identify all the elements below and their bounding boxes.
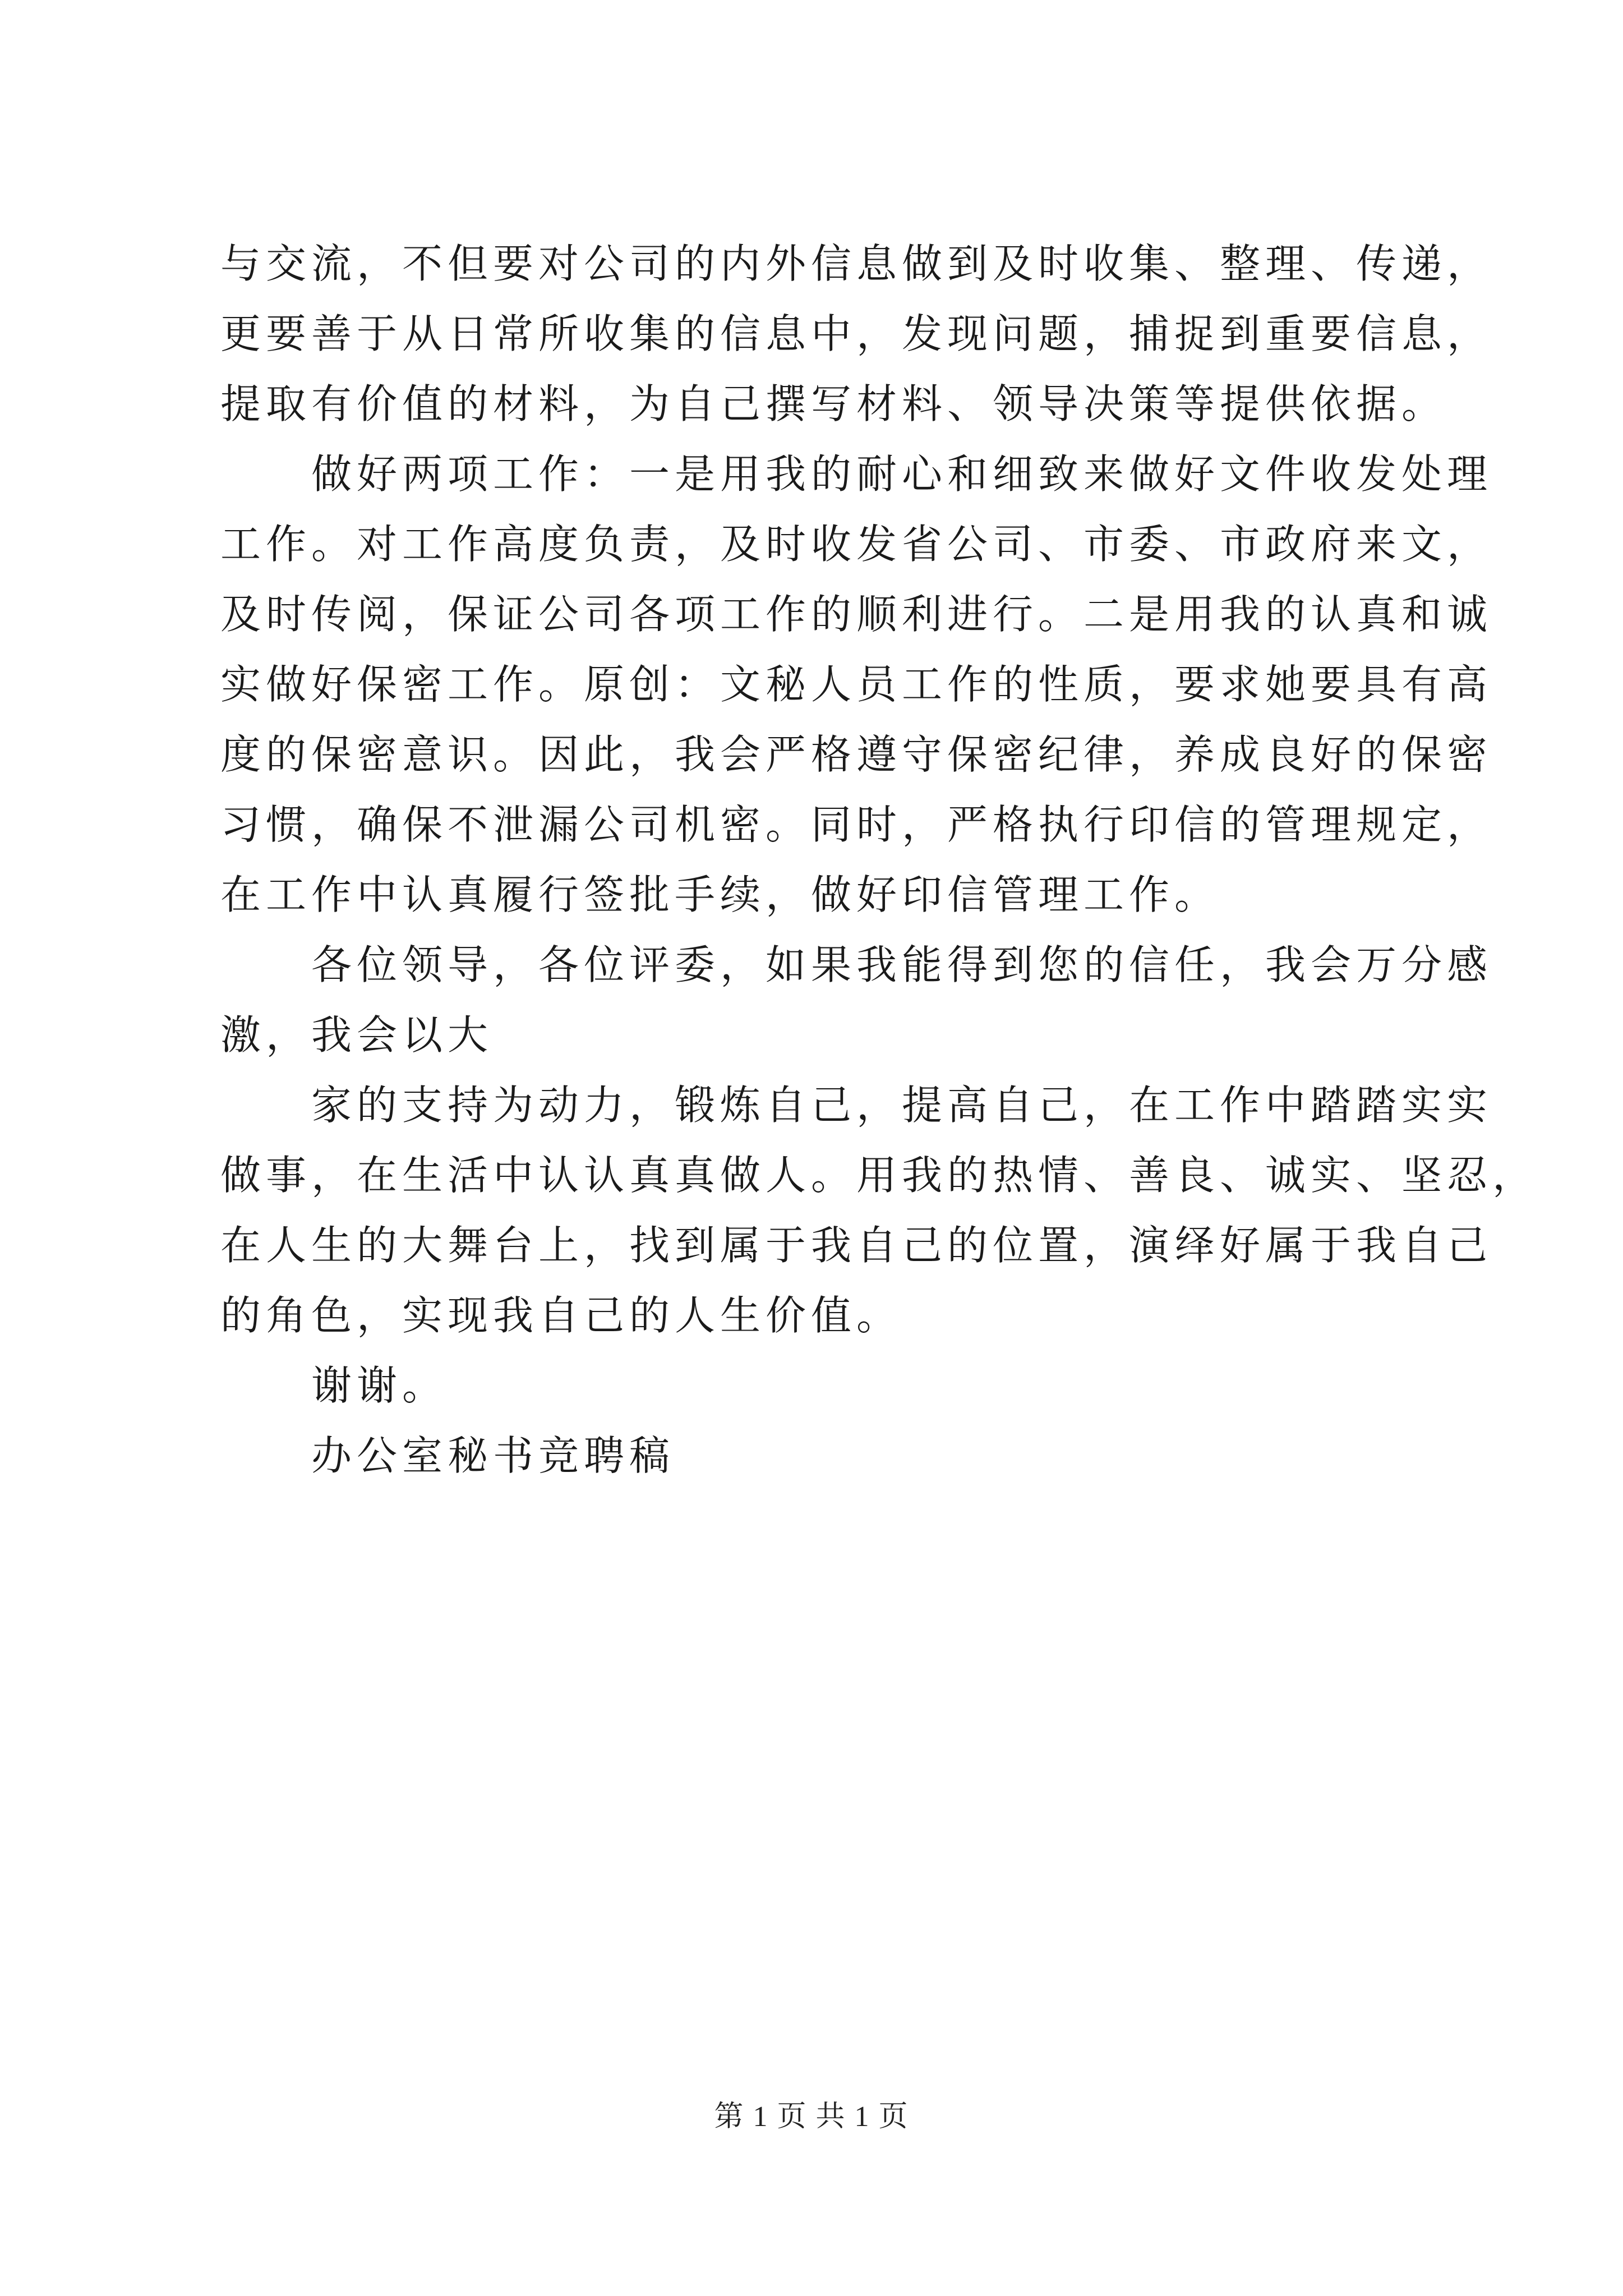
body-line: 习惯，确保不泄漏公司机密。同时，严格执行印信的管理规定， (220, 801, 1493, 848)
body-line: 与交流，不但要对公司的内外信息做到及时收集、整理、传递， (220, 240, 1493, 287)
body-line: 及时传阅，保证公司各项工作的顺利进行。二是用我的认真和诚 (220, 591, 1493, 638)
page-footer: 第 1 页 共 1 页 (714, 2101, 909, 2133)
paragraph-start-line: 家的支持为动力，锻炼自己，提高自己，在工作中踏踏实实 (311, 1082, 1493, 1129)
body-line: 在工作中认真履行签批手续，做好印信管理工作。 (220, 871, 1220, 918)
body-line: 更要善于从日常所收集的信息中，发现问题，捕捉到重要信息， (220, 310, 1493, 357)
body-line: 的角色，实现我自己的人生价值。 (220, 1292, 902, 1339)
closing-thanks: 谢谢。 (311, 1362, 448, 1409)
body-line: 做事，在生活中认认真真做人。用我的热情、善良、诚实、坚忍， (220, 1152, 1538, 1199)
body-line: 实做好保密工作。原创：文秘人员工作的性质，要求她要具有高 (220, 661, 1493, 708)
body-line: 在人生的大舞台上，找到属于我自己的位置，演绎好属于我自己 (220, 1222, 1493, 1269)
document-body (220, 229, 1538, 1491)
body-line: 激，我会以大 (220, 1011, 494, 1059)
body-line: 工作。对工作高度负责，及时收发省公司、市委、市政府来文， (220, 521, 1493, 568)
document-title-line: 办公室秘书竞聘稿 (311, 1432, 675, 1479)
body-line: 度的保密意识。因此，我会严格遵守保密纪律，养成良好的保密 (220, 731, 1493, 778)
body-line: 提取有价值的材料，为自己撰写材料、领导决策等提供依据。 (220, 380, 1447, 427)
paragraph-start-line: 各位领导，各位评委，如果我能得到您的信任，我会万分感 (311, 941, 1493, 988)
paragraph-start-line: 做好两项工作：一是用我的耐心和细致来做好文件收发处理 (311, 450, 1493, 498)
